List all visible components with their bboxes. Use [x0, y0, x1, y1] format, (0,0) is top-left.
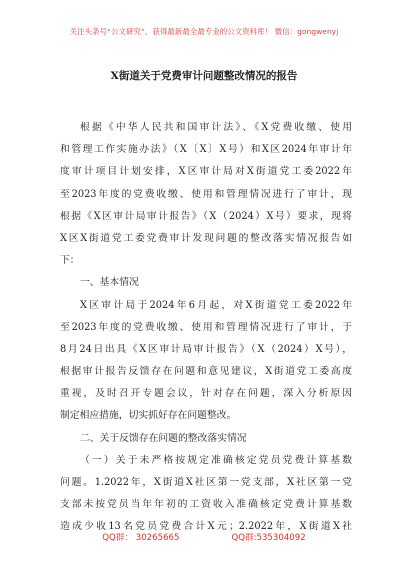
body-line: X区审计局于2024年6月起，对X街道党工委2022年 — [80, 299, 352, 311]
body-line: 重视，及时召开专题会议，针对存在问题，深入分析原因 — [60, 388, 352, 400]
footer-contact — [0, 531, 408, 543]
body-line: X区X街道党工委党费审计发现问题的整改落实情况报告如 — [60, 232, 352, 244]
body-line: （一）关于未严格按规定准确核定党员党费计算基数 — [80, 454, 352, 466]
body-line: 造成少收13名党员党费合计X元；2.2022年，X街道X社 — [60, 521, 352, 533]
document-title: X街道关于党费审计问题整改情况的报告 — [110, 70, 298, 82]
body-line: 制定相应措施，切实抓好存在问题整改。 — [60, 410, 237, 422]
body-line: 问题。1.2022年，X街道X社区第一党支部，X社区第一党 — [60, 477, 352, 488]
footer-qq-group-1: QQ群： 30265665 — [102, 533, 180, 543]
body-line: 一、基本情况 — [80, 277, 139, 289]
body-line: 下： — [60, 255, 80, 267]
body-line: 至2023年度的党费收缴、使用和管理情况进行了审计，现 — [60, 188, 352, 200]
body-line: 根据《中华人民共和国审计法》、《X党费收缴、使用 — [80, 122, 352, 133]
document-body — [60, 117, 352, 539]
body-line: 支部未按党员当年年初的工资收入准确核定党费计算基数 — [60, 499, 352, 511]
footer-qq-group-2: QQ群:535304092 — [231, 533, 306, 543]
body-line: 根据《X区审计局审计报告》（X（2024）X号）要求，现将 — [60, 210, 352, 222]
body-line: 二、关于反馈存在问题的整改落实情况 — [80, 432, 247, 444]
body-line: 度审计项目计划安排，X区审计局对X街道党工委2022年 — [60, 166, 352, 178]
header-promo-note: 关注头条号“公文研究”，获得最新最全最专业的公文资料库！ 微信：gongwenyj — [69, 27, 339, 36]
body-line: 根据审计报告反馈存在问题和意见建议，X街道党工委高度 — [60, 366, 352, 378]
body-line: 至2023年度的党费收缴、使用和管理情况进行了审计，于 — [60, 321, 352, 333]
body-line: 8月24日出具《X区审计局审计报告》（X（2024）X号）， — [60, 343, 352, 355]
body-line: 和管理工作实施办法》（X〔X〕X号）和X区2024年审计年 — [60, 144, 352, 156]
